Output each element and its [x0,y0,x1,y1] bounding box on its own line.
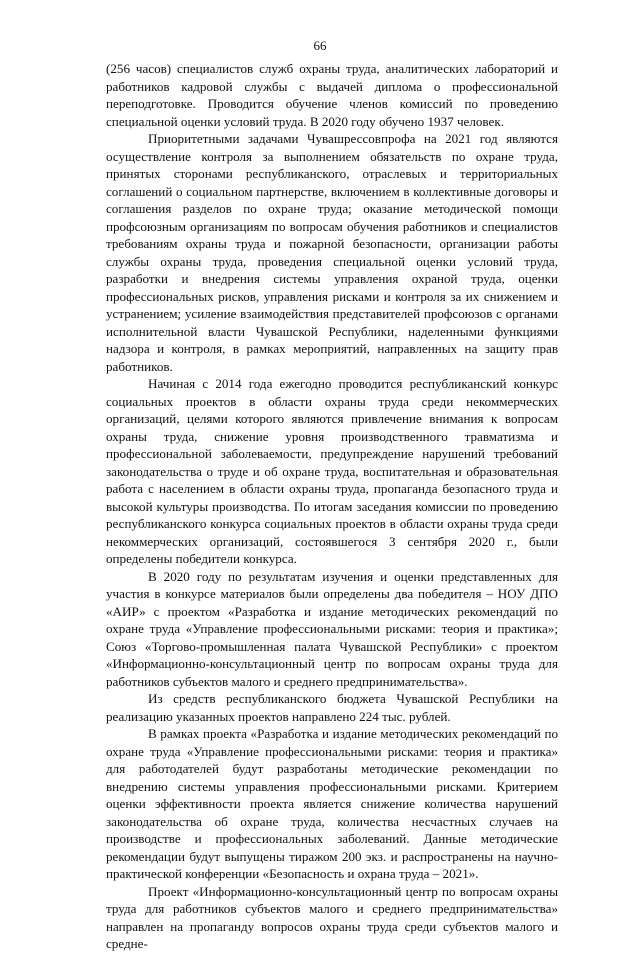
paragraph-winners: В 2020 году по результатам изучения и оценки представленных для участия в конкурсе материалов были определены два победителя – НОУ ДПО «АИР» с проектом «Разработка и издание методических рекомендаций по охране труда «Управление профессиональными рисками: теория и практика»; Союз «Торгово-промышленная палата Чувашской Республики» с проектом «Информационно-консультационный центр по вопросам охраны труда для работников субъектов малого и среднего предпринимательства». [106,568,558,689]
paragraph-continuation: (256 часов) специалистов служб охраны труда, аналитических лабораторий и работников кадровой службы с выдачей диплома о профессиональной переподготовке. Проводится обучение членов комиссий по проведению специальной оценки условий труда. В 2020 году обучено 1937 человек. [106,61,558,129]
paragraph-project-center: Проект «Информационно-консультационный центр по вопросам охраны труда для работников субъектов малого и среднего предпринимательства» направлен на пропаганду вопросов охраны труда среди субъектов малого и средне- [106,883,558,951]
page-number: 66 [313,38,327,53]
paragraph-funding: Из средств республиканского бюджета Чувашской Республики на реализацию указанных проектов направлено 224 тыс. рублей. [106,691,558,724]
paragraph-project-risks: В рамках проекта «Разработка и издание методических рекомендаций по охране труда «Управление профессиональными рисками: теория и практика» для работодателей будут разработаны методические рекомендации по внедрению системы управления профессиональными рисками. Критерием оценки эффективности проекта является снижение количества нарушений законодательства об охране труда, количества несчастных случаев на производстве и профессиональных заболеваний. Данные методические рекомендации будут выпущены тиражом 200 экз. и распространены на научно-практической конференции «Безопасность и охрана труда – 2021». [106,726,558,881]
body-text [106,60,558,953]
paragraph-contest: Начиная с 2014 года ежегодно проводится республиканский конкурс социальных проектов в области охраны труда среди некоммерческих организаций, целями которого являются привлечение внимания к вопросам охраны труда, снижение уровня производственного травматизма и профессиональной заболеваемости, предупреждение нарушений требований законодательства о труде и об охране труда, воспитательная и образовательная работа с населением в области охраны труда, пропаганда безопасного труда и высокой культуры производства. По итогам заседания комиссии по проведению республиканского конкурса социальных проектов в области охраны труда среди некоммерческих организаций, состоявшегося 3 сентября 2020 г., были определены победители конкурса. [106,376,558,566]
paragraph-priority-tasks: Приоритетными задачами Чувашрессовпрофа на 2021 год являются осуществление контроля за выполнением обязательств по охране труда, принятых сторонами республиканского, отраслевых и территориальных соглашений о социальном партнерстве, включением в коллективные договоры и соглашения разделов по охране труда; оказание методической помощи профсоюзным организациям по вопросам обучения работников и специалистов требованиям охраны труда и пожарной безопасности, организации работы службы охраны труда, проведения специальной оценки условий труда, разработки и внедрения системы управления охраной труда, оценки профессиональных рисков, управления рисками и контроля за их снижением и устранением; усиление взаимодействия представителей профсоюзов с органами исполнительной власти Чувашской Республики, наделенными функциями надзора и контроля, в рамках мероприятий, направленных на защиту прав работников. [106,131,558,374]
